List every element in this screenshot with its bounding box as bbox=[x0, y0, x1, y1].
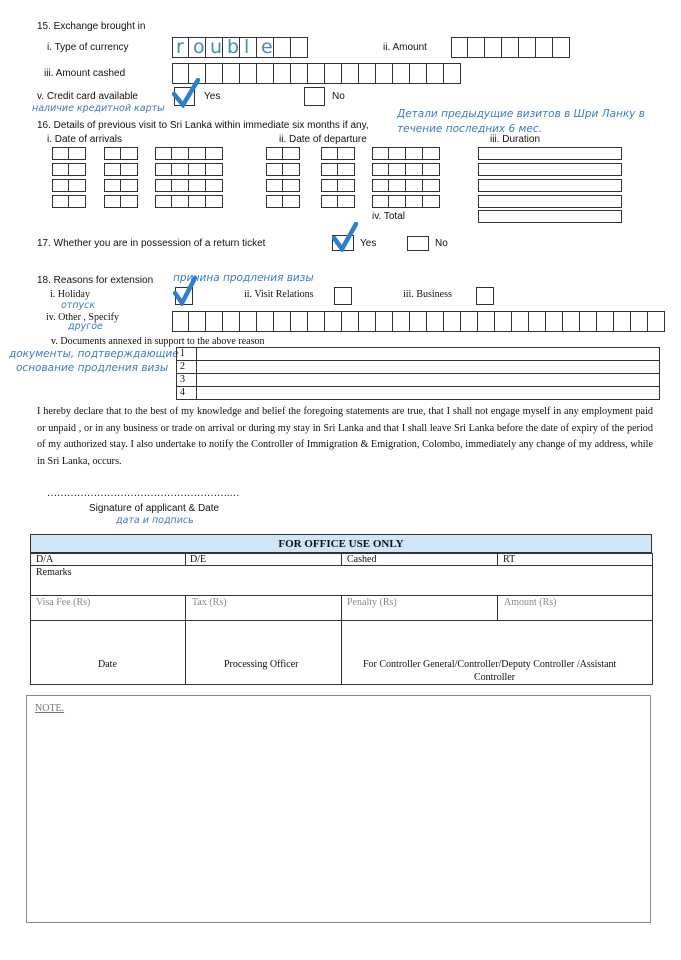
date-digit-box[interactable] bbox=[172, 147, 189, 160]
date-digit-box[interactable] bbox=[172, 179, 189, 192]
date-box-group[interactable] bbox=[372, 163, 440, 176]
char-box[interactable] bbox=[342, 63, 359, 84]
date-digit-box[interactable] bbox=[372, 179, 389, 192]
amount-cashed-label: iii. Amount cashed bbox=[44, 68, 126, 79]
date-box-group[interactable] bbox=[104, 179, 138, 192]
checkmark-icon bbox=[172, 78, 200, 108]
duration-field[interactable] bbox=[478, 163, 622, 176]
table-row bbox=[177, 361, 660, 374]
date-digit-box[interactable] bbox=[423, 179, 440, 192]
date-box-group[interactable] bbox=[155, 163, 223, 176]
date-digit-box[interactable] bbox=[189, 147, 206, 160]
date-box-group[interactable] bbox=[52, 147, 86, 160]
date-digit-box[interactable] bbox=[389, 179, 406, 192]
signature-label: Signature of applicant & Date bbox=[89, 503, 220, 514]
char-box[interactable] bbox=[410, 63, 427, 84]
table-row bbox=[177, 374, 660, 387]
holiday-ru-note: отпуск bbox=[61, 300, 96, 311]
date-digit-box[interactable] bbox=[423, 147, 440, 160]
other-ru-note: другое bbox=[68, 321, 103, 332]
date-digit-box[interactable] bbox=[69, 147, 86, 160]
char-box[interactable] bbox=[580, 311, 597, 332]
office-da: D/A bbox=[36, 554, 54, 565]
document-number: 1 bbox=[177, 348, 197, 361]
date-digit-box[interactable] bbox=[104, 179, 121, 192]
office-processing-officer: Processing Officer bbox=[224, 659, 299, 670]
char-box[interactable] bbox=[240, 63, 257, 84]
signature-line: ……………………………………………….… bbox=[47, 488, 240, 499]
date-box-group[interactable] bbox=[266, 147, 300, 160]
date-box-group[interactable] bbox=[155, 179, 223, 192]
char-box[interactable] bbox=[563, 311, 580, 332]
char-box[interactable] bbox=[291, 63, 308, 84]
char-box[interactable] bbox=[291, 37, 308, 58]
currency-letter: b bbox=[227, 36, 240, 58]
date-box-group[interactable] bbox=[266, 163, 300, 176]
date-digit-box[interactable] bbox=[321, 163, 338, 176]
other-specify-field[interactable] bbox=[172, 311, 665, 332]
date-box-group[interactable] bbox=[52, 195, 86, 208]
date-digit-box[interactable] bbox=[372, 163, 389, 176]
office-controller-line2: Controller bbox=[474, 672, 516, 683]
office-remarks: Remarks bbox=[36, 567, 72, 578]
date-digit-box[interactable] bbox=[266, 147, 283, 160]
char-box[interactable] bbox=[274, 37, 291, 58]
office-tax: Tax (Rs) bbox=[192, 597, 227, 608]
total-field[interactable] bbox=[478, 210, 622, 223]
date-box-group[interactable] bbox=[104, 163, 138, 176]
char-box[interactable] bbox=[223, 63, 240, 84]
date-digit-box[interactable] bbox=[389, 195, 406, 208]
office-penalty: Penalty (Rs) bbox=[347, 597, 397, 608]
date-digit-box[interactable] bbox=[321, 195, 338, 208]
date-box-group[interactable] bbox=[321, 147, 355, 160]
duration-field[interactable] bbox=[478, 179, 622, 192]
date-digit-box[interactable] bbox=[406, 179, 423, 192]
q16-ru-note-2: течение последних 6 мес. bbox=[397, 123, 542, 135]
date-digit-box[interactable] bbox=[283, 163, 300, 176]
date-digit-box[interactable] bbox=[206, 195, 223, 208]
office-cashed: Cashed bbox=[347, 554, 377, 565]
date-digit-box[interactable] bbox=[372, 195, 389, 208]
date-digit-box[interactable] bbox=[155, 147, 172, 160]
char-box[interactable] bbox=[291, 311, 308, 332]
char-box[interactable] bbox=[485, 37, 502, 58]
char-box[interactable] bbox=[359, 311, 376, 332]
amount-field[interactable] bbox=[451, 37, 570, 58]
char-box[interactable] bbox=[325, 311, 342, 332]
note-label: NOTE. bbox=[35, 703, 65, 714]
char-box[interactable] bbox=[444, 63, 461, 84]
date-digit-box[interactable] bbox=[338, 163, 355, 176]
char-box[interactable] bbox=[393, 63, 410, 84]
date-digit-box[interactable] bbox=[172, 163, 189, 176]
table-row bbox=[177, 387, 660, 400]
other-specify-label: iv. Other , Specify bbox=[46, 312, 119, 323]
q16-title: 16. Details of previous visit to Sri Lanka within immediate six months if any, bbox=[37, 120, 369, 131]
date-digit-box[interactable] bbox=[69, 163, 86, 176]
char-box[interactable] bbox=[257, 63, 274, 84]
document-entry-field[interactable] bbox=[197, 374, 660, 387]
visit-relations-label: ii. Visit Relations bbox=[244, 289, 314, 300]
documents-ru-note-2: основание продления визы bbox=[16, 362, 169, 374]
date-digit-box[interactable] bbox=[121, 163, 138, 176]
date-digit-box[interactable] bbox=[52, 179, 69, 192]
date-digit-box[interactable] bbox=[206, 179, 223, 192]
note-box bbox=[26, 695, 651, 923]
document-entry-field[interactable] bbox=[197, 361, 660, 374]
char-box[interactable] bbox=[495, 311, 512, 332]
date-digit-box[interactable] bbox=[389, 147, 406, 160]
date-digit-box[interactable] bbox=[338, 147, 355, 160]
currency-letter: u bbox=[210, 36, 223, 58]
q18-ru-note: причина продления визы bbox=[173, 272, 314, 284]
date-digit-box[interactable] bbox=[121, 195, 138, 208]
visit-relations-checkbox[interactable] bbox=[334, 287, 352, 305]
date-digit-box[interactable] bbox=[104, 147, 121, 160]
date-digit-box[interactable] bbox=[266, 179, 283, 192]
char-box[interactable] bbox=[257, 311, 274, 332]
date-digit-box[interactable] bbox=[423, 163, 440, 176]
date-digit-box[interactable] bbox=[338, 179, 355, 192]
office-de: D/E bbox=[190, 554, 207, 565]
date-digit-box[interactable] bbox=[189, 195, 206, 208]
date-digit-box[interactable] bbox=[155, 179, 172, 192]
char-box[interactable] bbox=[376, 63, 393, 84]
date-digit-box[interactable] bbox=[283, 147, 300, 160]
date-box-group[interactable] bbox=[104, 147, 138, 160]
office-use-header: FOR OFFICE USE ONLY bbox=[30, 534, 652, 553]
date-digit-box[interactable] bbox=[406, 163, 423, 176]
date-box-group[interactable] bbox=[52, 179, 86, 192]
date-digit-box[interactable] bbox=[283, 195, 300, 208]
currency-type-label: i. Type of currency bbox=[47, 42, 129, 53]
char-box[interactable] bbox=[274, 311, 291, 332]
duration-label: iii. Duration bbox=[490, 134, 541, 145]
date-digit-box[interactable] bbox=[52, 163, 69, 176]
document-entry-field[interactable] bbox=[197, 387, 660, 400]
currency-letter: e bbox=[261, 36, 273, 58]
office-visa-fee: Visa Fee (Rs) bbox=[36, 597, 91, 608]
date-digit-box[interactable] bbox=[206, 163, 223, 176]
currency-letter: o bbox=[193, 36, 205, 58]
document-number: 4 bbox=[177, 387, 197, 400]
holiday-label: i. Holiday bbox=[50, 289, 90, 300]
documents-ru-note-1: документы, подтверждающие bbox=[9, 348, 179, 360]
office-controller-line1: For Controller General/Controller/Deputy Controller /Assistant bbox=[363, 659, 617, 670]
date-digit-box[interactable] bbox=[121, 179, 138, 192]
declaration-text: I hereby declare that to the best of my knowledge and belief the foregoing statements are true, that I shall not engage myself in any employment paid or unpaid , or in any business or trade on arrival or during my stay in Sri Lanka and that I shall leave Sri Lanka before the date of expiry of the period of my authorized stay. I also undertake to notify the Controller of Immigration & Emigration, Colombo, immediately any change of my address, while in Sri Lanka, occurs. bbox=[37, 406, 653, 467]
char-box[interactable] bbox=[342, 311, 359, 332]
char-box[interactable] bbox=[359, 63, 376, 84]
char-box[interactable] bbox=[444, 311, 461, 332]
return-ticket-no-label: No bbox=[435, 238, 448, 249]
business-checkbox[interactable] bbox=[476, 287, 494, 305]
date-digit-box[interactable] bbox=[172, 195, 189, 208]
date-digit-box[interactable] bbox=[104, 195, 121, 208]
char-box[interactable] bbox=[614, 311, 631, 332]
date-digit-box[interactable] bbox=[52, 147, 69, 160]
char-box[interactable] bbox=[468, 37, 485, 58]
office-date: Date bbox=[98, 659, 117, 670]
signature-ru-note: дата и подпись bbox=[116, 515, 194, 526]
date-box-group[interactable] bbox=[52, 163, 86, 176]
currency-letter: l bbox=[244, 36, 250, 58]
date-digit-box[interactable] bbox=[389, 163, 406, 176]
char-box[interactable] bbox=[376, 311, 393, 332]
date-digit-box[interactable] bbox=[266, 163, 283, 176]
char-box[interactable] bbox=[206, 311, 223, 332]
date-digit-box[interactable] bbox=[189, 163, 206, 176]
char-box[interactable] bbox=[536, 37, 553, 58]
duration-field[interactable] bbox=[478, 147, 622, 160]
char-box[interactable] bbox=[461, 311, 478, 332]
arrivals-label: i. Date of arrivals bbox=[47, 134, 123, 145]
date-digit-box[interactable] bbox=[206, 147, 223, 160]
credit-card-label: v. Credit card available bbox=[37, 91, 138, 102]
date-digit-box[interactable] bbox=[338, 195, 355, 208]
date-digit-box[interactable] bbox=[283, 179, 300, 192]
date-digit-box[interactable] bbox=[155, 195, 172, 208]
char-box[interactable] bbox=[274, 63, 291, 84]
date-box-group[interactable] bbox=[321, 163, 355, 176]
office-amount: Amount (Rs) bbox=[504, 597, 557, 608]
date-box-group[interactable] bbox=[372, 179, 440, 192]
documents-label: v. Documents annexed in support to the above reason bbox=[51, 336, 265, 347]
date-digit-box[interactable] bbox=[69, 195, 86, 208]
q17-title: 17. Whether you are in possession of a return ticket bbox=[37, 238, 266, 249]
char-box[interactable] bbox=[451, 37, 468, 58]
q15-title: 15. Exchange brought in bbox=[37, 21, 146, 32]
credit-card-ru-note: наличие кредитной карты bbox=[32, 103, 165, 114]
date-box-group[interactable] bbox=[321, 195, 355, 208]
char-box[interactable] bbox=[240, 311, 257, 332]
date-digit-box[interactable] bbox=[321, 179, 338, 192]
char-box[interactable] bbox=[308, 63, 325, 84]
char-box[interactable] bbox=[478, 311, 495, 332]
amount-label: ii. Amount bbox=[383, 42, 427, 53]
date-digit-box[interactable] bbox=[155, 163, 172, 176]
char-box[interactable] bbox=[172, 311, 189, 332]
char-box[interactable] bbox=[410, 311, 427, 332]
date-digit-box[interactable] bbox=[321, 147, 338, 160]
char-box[interactable] bbox=[189, 311, 206, 332]
table-row bbox=[177, 348, 660, 361]
credit-yes-label: Yes bbox=[204, 91, 221, 102]
office-use-section bbox=[30, 534, 653, 685]
date-digit-box[interactable] bbox=[423, 195, 440, 208]
date-box-group[interactable] bbox=[321, 179, 355, 192]
date-box-group[interactable] bbox=[266, 195, 300, 208]
return-ticket-yes-label: Yes bbox=[360, 238, 377, 249]
date-box-group[interactable] bbox=[155, 147, 223, 160]
q18-title: 18. Reasons for extension bbox=[37, 275, 154, 286]
date-digit-box[interactable] bbox=[266, 195, 283, 208]
char-box[interactable] bbox=[546, 311, 563, 332]
date-digit-box[interactable] bbox=[52, 195, 69, 208]
date-digit-box[interactable] bbox=[406, 195, 423, 208]
office-rt: RT bbox=[503, 554, 516, 565]
char-box[interactable] bbox=[512, 311, 529, 332]
departure-label: ii. Date of departure bbox=[279, 134, 367, 145]
document-number: 3 bbox=[177, 374, 197, 387]
char-box[interactable] bbox=[502, 37, 519, 58]
char-box[interactable] bbox=[597, 311, 614, 332]
credit-no-label: No bbox=[332, 91, 345, 102]
document-entry-field[interactable] bbox=[197, 348, 660, 361]
date-digit-box[interactable] bbox=[121, 147, 138, 160]
char-box[interactable] bbox=[529, 311, 546, 332]
date-digit-box[interactable] bbox=[372, 147, 389, 160]
checkmark-icon bbox=[173, 276, 197, 306]
char-box[interactable] bbox=[393, 311, 410, 332]
char-box[interactable] bbox=[206, 63, 223, 84]
char-box[interactable] bbox=[223, 311, 240, 332]
document-number: 2 bbox=[177, 361, 197, 374]
char-box[interactable] bbox=[553, 37, 570, 58]
date-digit-box[interactable] bbox=[406, 147, 423, 160]
return-ticket-no-checkbox[interactable] bbox=[407, 236, 429, 251]
total-label: iv. Total bbox=[372, 211, 405, 222]
char-box[interactable] bbox=[648, 311, 665, 332]
q16-ru-note-1: Детали предыдущие визитов в Шри Ланку в bbox=[397, 108, 645, 120]
date-box-group[interactable] bbox=[155, 195, 223, 208]
char-box[interactable] bbox=[519, 37, 536, 58]
amount-cashed-field[interactable] bbox=[172, 63, 461, 84]
duration-field[interactable] bbox=[478, 195, 622, 208]
date-digit-box[interactable] bbox=[189, 179, 206, 192]
checkmark-icon bbox=[332, 222, 358, 252]
date-digit-box[interactable] bbox=[104, 163, 121, 176]
char-box[interactable] bbox=[631, 311, 648, 332]
documents-table bbox=[176, 347, 660, 400]
char-box[interactable] bbox=[427, 63, 444, 84]
date-box-group[interactable] bbox=[372, 147, 440, 160]
date-box-group[interactable] bbox=[104, 195, 138, 208]
char-box[interactable] bbox=[308, 311, 325, 332]
date-box-group[interactable] bbox=[266, 179, 300, 192]
char-box[interactable] bbox=[427, 311, 444, 332]
char-box[interactable] bbox=[325, 63, 342, 84]
date-digit-box[interactable] bbox=[69, 179, 86, 192]
credit-no-checkbox[interactable] bbox=[304, 87, 325, 106]
business-label: iii. Business bbox=[403, 289, 452, 300]
currency-letter: r bbox=[176, 36, 184, 58]
date-box-group[interactable] bbox=[372, 195, 440, 208]
